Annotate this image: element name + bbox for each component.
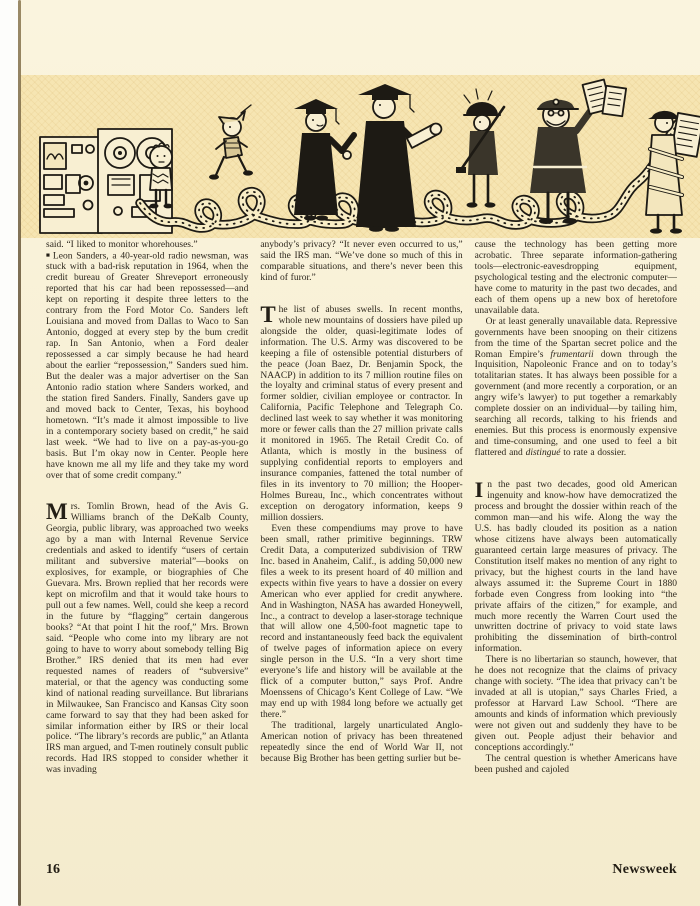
column-2	[260, 240, 462, 868]
column-1	[46, 240, 248, 868]
dropcap-M: M	[46, 499, 68, 525]
paragraph: The traditional, largely unarticulated Anglo-American notion of privacy has been threatened repeatedly since the end of World War II, not because Big Brother has been getting surlier but be-	[260, 721, 463, 764]
anecdote-paragraph: ■Leon Sanders, a 40-year-old radio newsman, was stuck with a bad-risk reputation in 1964, when the credit bureau of Greater Shreveport erroneously reported that his car had been repossessed—and kept on reporting it despite three letters to the contrary from the Ford Motor Co. Sanders left Louisiana and moved from Dallas to Waco to San Antonio, dogged at every step by the bum credit rap. In San Antonio, when a Ford dealer repossessed a car simply because he had heard about the earlier “repossession,” Sanders sued him. But the dealer was a major advertiser on the San Antonio radio station where Sanders worked, and the station fired Sanders. Finally, Sanders gave up and moved back to Center, Texas, his boyhood hometown. “It’s made it almost impossible to live in a contemporary society based on credit,” he said last week. “We had to live on a pay-as-you-go basis. But I’m okay now in Center. People here have known me all my life and they take my word over that of some credit company.”	[46, 251, 249, 481]
scan-background-edge	[0, 0, 20, 906]
cartoon-illustration	[20, 75, 700, 238]
paragraph: Even these compendiums may prove to have been small, rather primitive beginnings. TRW Credit Data, a computerized subdivision of TRW Inc. based in Anaheim, Calif., is adding 50,000 new files a week to its present hoard of 40 million and expects within five years to have a dossier on every American who ever applied for credit anywhere. And in Washington, NASA has awarded Honeywell, Inc., a contract to develop a laser-storage technique that will allow one 4,500-foot magnetic tape to record and instantaneously feed back the equivalent of twelve pages of information apiece on every single person in the U.S. “In a very short time everyone’s life and history will be available at the flick of a computer button,” says Prof. Andre Moenssens of Chicago’s Kent College of Law. “We may end up with 1984 long before we actually get there.”	[260, 523, 463, 721]
paragraph: There is no libertarian so staunch, however, that he does not recognize that the claims of privacy change with society. “The idea that privacy can’t be invaded at all is utopian,” says Charles Fried, a professor at Harvard Law School. “There are amounts and kinds of information which previously were not given out and suddenly they have to be given out. People adjust their behavior and conceptions accordingly.”	[474, 655, 677, 753]
italic-term: distingué	[525, 448, 561, 459]
page-number: 16	[46, 862, 60, 877]
soldier-figure-icon	[456, 89, 504, 208]
dropcap-T: T	[260, 301, 276, 327]
running-child-figure-icon	[209, 105, 253, 180]
article-body	[46, 240, 677, 868]
square-bullet-icon: ■	[46, 251, 53, 259]
paragraph: The central question is whether Americans have been pushed and cajoled	[474, 753, 677, 775]
paragraph-continuation: cause the technology has been getting more acrobatic. Three separate information-gathering tools—electronic-eavesdropping equipment, psychological testing and the electronic computer—have come to maturity in the past two decades, and each of them opens up a new box of heretofore unavailable data.	[474, 240, 677, 316]
paragraph-continuation: anybody’s privacy? “It never even occurred to us,” said the IRS man. “We’ve done so much of this in comparable situations, and there’s never been this kind of furor.”	[260, 240, 463, 283]
page-edge-line	[18, 0, 21, 906]
italic-term: frumentarii	[550, 349, 594, 360]
dropcap-paragraph: The list of abuses swells. In recent months, whole new mountains of dossiers have piled up alongside the older, quasi-legitimate lodes of information. The U.S. Army was discovered to be keeping a file of ostensible potential disturbers of the peace (Joan Baez, Dr. Benjamin Spock, the NAACP) in addition to its 7 million routine files on the loyalty and criminal status of every present and former soldier, civilian employee or contractor. In California, Pacific Telephone and Telegraph Co. declined last week to say whether it was monitoring more or fewer calls than the 27 million private calls it monitored in 1965. The Retail Credit Co. of Atlanta, which is mostly in the business of supplying confidential reports to employers and insurance companies, fattened the total number of files in its inventory to 70 million; the Hooper-Holmes Bureau, Inc., which concentrates without exception on derogatory information, keeps 9 million dossiers.	[260, 301, 463, 523]
page-footer	[46, 862, 677, 884]
dropcap-paragraph: In the past two decades, good old American ingenuity and know-how have democratized the process and brought the dossier within reach of the common man—and his wife. Along the way the U.S. has badly clouded its position as a nation whose citizens have always been automatically guaranteed certain large measures of privacy. The Constitution itself makes no mention of any right to privacy, but the highest courts in the land have always assumed it: the Supreme Court in 1880 forbade even Congress from looking into “the private affairs of the citizen,” for example, and much more recently the Warren Court used the unwritten doctrine of privacy to void state laws prohibiting the dissemination of birth-control information.	[474, 477, 677, 655]
young-graduate-figure-icon	[294, 99, 342, 221]
column-3	[475, 240, 677, 868]
paragraph-continuation: said. “I liked to monitor whorehouses.”	[46, 240, 198, 250]
magazine-page	[20, 0, 700, 906]
dropcap-I: I	[474, 477, 484, 503]
paragraph: Or at least generally unavailable data. Repressive governments have been snooping on their citizens from the time of the Spartan secret police and the Roman Empire’s frumentarii down through the Inquisition, Napoleonic France and on to today’s totalitarian states. It has always been possible for a government (and more recently a corporation, or an angry wife’s lawyer) to put together a remarkably complete dossier on an individual—by tailing him, searching all records, talking to his friends and enemies. But this process is enormously expensive and time-consuming, and one used to feel a bit flattered and distingué to rate a dossier.	[474, 316, 677, 459]
life-stages-tape-cartoon	[20, 75, 700, 238]
dropcap-paragraph: Mrs. Tomlin Brown, head of the Avis G. Williams branch of the DeKalb County, Georgia, public library, was approached two weeks ago by a man with Internal Revenue Service credentials and asked to identify “users of certain militant and subversive material”—books on explosives, for example, or biographies of Che Guevara. Mrs. Brown replied that her records were kept on microfilm and that it would take hours to pull out a few names. Well, could she keep a record in the future by “flagging” certain dangerous books? “At that point I hit the roof,” Mrs. Brown said. “People who come into my library are not going to have to worry about somebody telling Big Brother.” IRS denied that its men had ever requested names of readers of “subversive” material, or that the agency was conducting some kind of national reading surveillance. But librarians in Milwaukee, San Francisco and Kansas City soon came forward to say that they had been asked for similar information either by IRS or their local police. “The library’s records are public,” an Atlanta IRS man argued, and T-men routinely consult public records. Had IRS stopped to consider whether it was invading	[46, 499, 249, 776]
magazine-name: Newsweek	[612, 862, 677, 877]
